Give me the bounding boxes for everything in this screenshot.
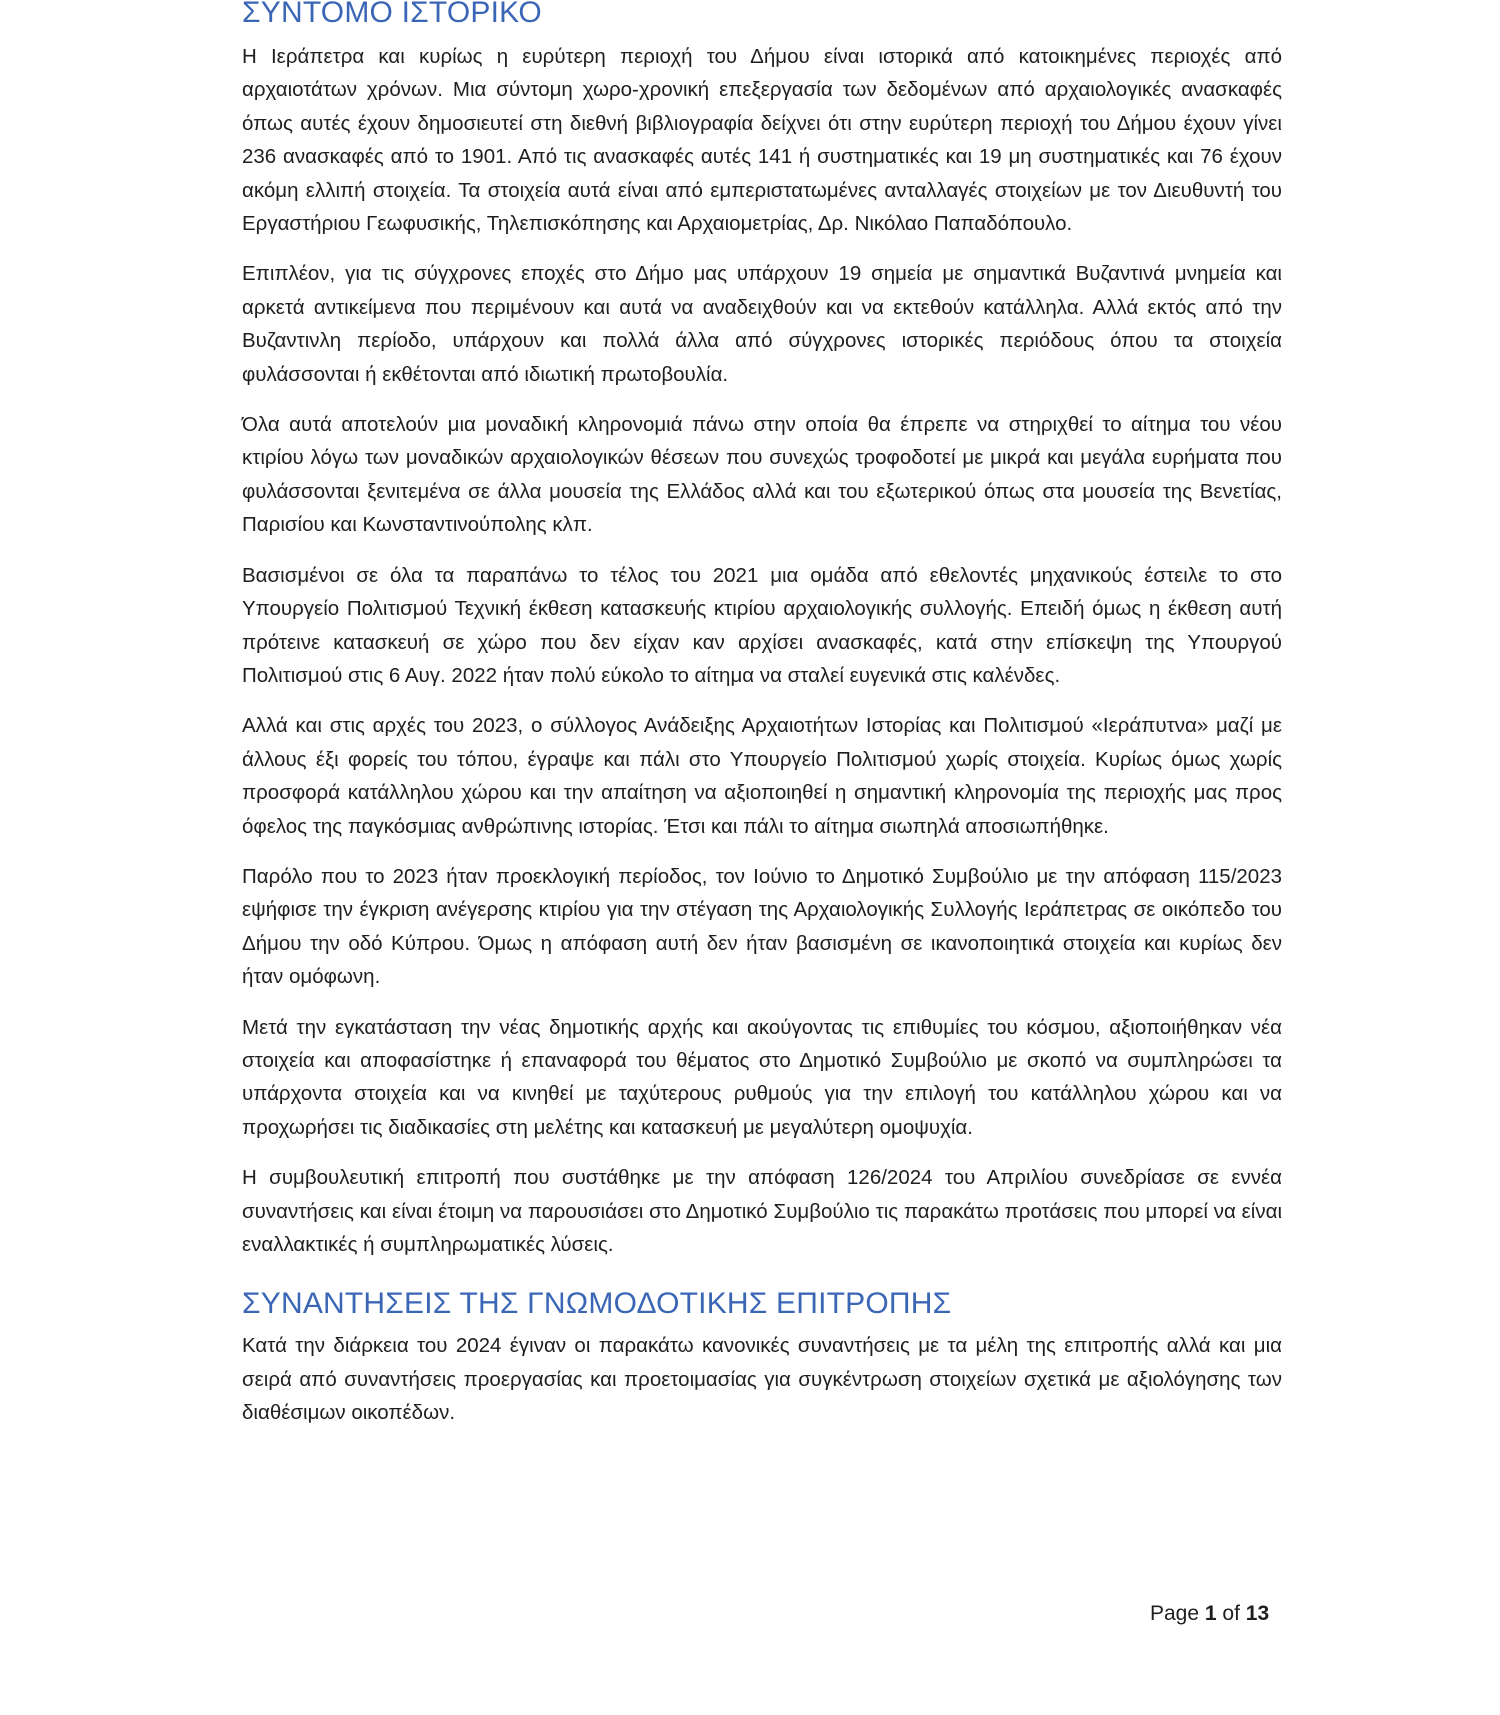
- paragraph-4: Βασισμένοι σε όλα τα παραπάνω το τέλος του 2021 μια ομάδα από εθελοντές μηχανικούς έστειλε το στο Υπουργείο Πολιτισμού Τεχνική έκθεση κατασκευής κτιρίου αρχαιολογικής συλλογής. Επειδή όμως η έκθεση αυτή πρότεινε κατασκευή σε χώρο που δεν είχαν καν αρχίσει ανασκαφές, κατά στην επίσκεψη της Υπουργού Πολιτισμού στις 6 Αυγ. 2022 ήταν πολύ εύκολο το αίτημα να σταλεί ευγενικά στις καλένδες.: [242, 563, 1282, 687]
- page-number-footer: [1150, 1602, 1269, 1626]
- paragraph-5: Αλλά και στις αρχές του 2023, ο σύλλογος Ανάδειξης Αρχαιοτήτων Ιστορίας και Πολιτισμού «Ιεράπυτνα» μαζί με άλλους έξι φορείς του τόπου, έγραψε και πάλι στο Υπουργείο Πολιτισμού χωρίς στοιχεία. Κυρίως όμως χωρίς προσφορά κατάλληλου χώρου και την απαίτηση να αξιοποιηθεί η σημαντική κληρονομία της περιοχής μας προς όφελος της παγκόσμιας ανθρώπινης ιστορίας. Έτσι και πάλι το αίτημα σιωπηλά αποσιωπήθηκε.: [242, 714, 1282, 838]
- paragraph-8: Η συμβουλευτική επιτροπή που συστάθηκε με την απόφαση 126/2024 του Απριλίου συνεδρίασε σε εννέα συναντήσεις και είναι έτοιμη να παρουσιάσει στο Δημοτικό Συμβούλιο τις παρακάτω προτάσεις που μπορεί να είναι εναλλακτικές ή συμπληρωματικές λύσεις.: [242, 1166, 1282, 1256]
- page-label: Page: [1150, 1602, 1200, 1625]
- paragraph-2: Επιπλέον, για τις σύγχρονες εποχές στο Δήμο μας υπάρχουν 19 σημεία με σημαντικά Βυζαντινά μνημεία και αρκετά αντικείμενα που περιμένουν και αυτά να αναδειχθούν και να εκτεθούν κατάλληλα. Αλλά εκτός από την Βυζαντινλη περίοδο, υπάρχουν και πολλά άλλα από σύγχρονες ιστορικές περιόδους όπου τα στοιχεία φυλάσσονται ή εκθέτονται από ιδιωτική πρωτοβουλία.: [242, 262, 1282, 386]
- paragraph-9: Κατά την διάρκεια του 2024 έγιναν οι παρακάτω κανονικές συναντήσεις με τα μέλη της επιτροπής αλλά και μια σειρά από συναντήσεις προεργασίας και προετοιμασίας για συγκέντρωση στοιχείων σχετικά με αξιολόγησης των διαθέσιμων οικοπέδων.: [242, 1334, 1282, 1425]
- document-page: [242, 0, 1282, 1447]
- page-total: 13: [1245, 1602, 1270, 1625]
- paragraph-3: Όλα αυτά αποτελούν μια μοναδική κληρονομιά πάνω στην οποία θα έπρεπε να στηριχθεί το αίτημα του νέου κτιρίου λόγω των μοναδικών αρχαιολογικών θέσεων που συνεχώς τροφοδοτεί με μικρά και μεγάλα ευρήματα που φυλάσσονται ξενιτεμένα σε άλλα μουσεία της Ελλάδος αλλά και του εξωτερικού όπως στα μουσεία της Βενετίας, Παρισίου και Κωνσταντινούπολης κλπ.: [242, 413, 1282, 537]
- section-heading-meetings: ΣΥΝΑΝΤΗΣΕΙΣ ΤΗΣ ΓΝΩΜΟΔΟΤΙΚΗΣ ΕΠΙΤΡΟΠΗΣ: [242, 1287, 952, 1321]
- of-label: of: [1222, 1602, 1240, 1625]
- section-heading-history: ΣΥΝΤΟΜΟ ΙΣΤΟΡΙΚΟ: [242, 0, 542, 29]
- paragraph-6: Παρόλο που το 2023 ήταν προεκλογική περίοδος, τον Ιούνιο το Δημοτικό Συμβούλιο με την απόφαση 115/2023 εψήφισε την έγκριση ανέγερσης κτιρίου για την στέγαση της Αρχαιολογικής Συλλογής Ιεράπετρας σε οικόπεδο του Δήμου την οδό Κύπρου. Όμως η απόφαση αυτή δεν ήταν βασισμένη σε ικανοποιητικά στοιχεία και κυρίως δεν ήταν ομόφωνη.: [242, 864, 1282, 989]
- page-current: 1: [1204, 1602, 1217, 1625]
- paragraph-1: Η Ιεράπετρα και κυρίως η ευρύτερη περιοχή του Δήμου είναι ιστορικά από κατοικημένες περιοχές από αρχαιοτάτων χρόνων. Μια σύντομη χωρο-χρονική επεξεργασία των δεδομένων από αρχαιολογικές ανασκαφές όπως αυτές έχουν δημοσιευτεί στη διεθνή βιβλιογραφία δείχνει ότι στην ευρύτερη περιοχή του Δήμου έχουν γίνει 236 ανασκαφές από το 1901. Από τις ανασκαφές αυτές 141 ή συστηματικές και 19 μη συστηματικές και 76 έχουν ακόμη ελλιπή στοιχεία. Τα στοιχεία αυτά είναι από εμπεριστατωμένες ανταλλαγές στοιχείων με τον Διευθυντή του Εργαστήριου Γεωφυσικής, Τηλεπισκόπησης και Αρχαιομετρίας, Δρ. Νικόλαο Παπαδόπουλο.: [242, 45, 1282, 236]
- paragraph-7: Μετά την εγκατάσταση την νέας δημοτικής αρχής και ακούγοντας τις επιθυμίες του κόσμου, αξιοποιήθηκαν νέα στοιχεία και αποφασίστηκε ή επαναφορά του θέματος στο Δημοτικό Συμβούλιο με σκοπό να συμπληρώσει τα υπάρχοντα στοιχεία και να κινηθεί με ταχύτερους ρυθμούς για την επιλογή του κατάλληλου χώρου και να προχωρήσει τις διαδικασίες στη μελέτης και κατασκευή με μεγαλύτερη ομοψυχία.: [242, 1015, 1282, 1139]
